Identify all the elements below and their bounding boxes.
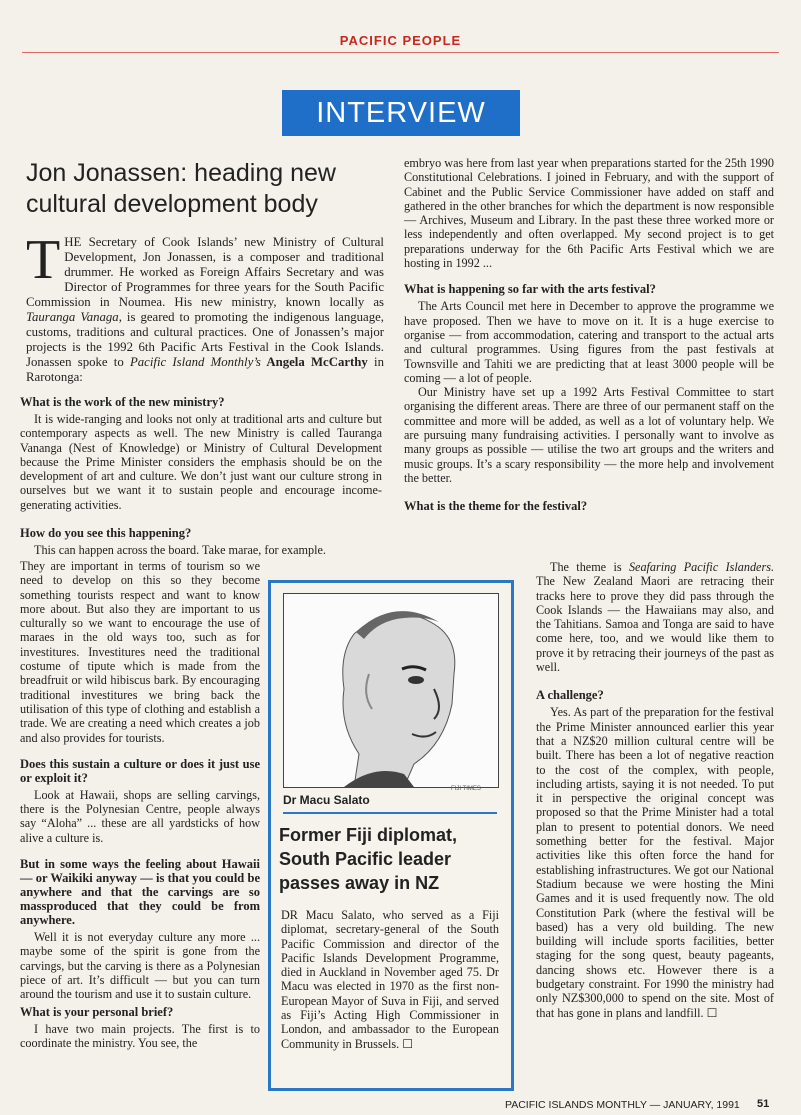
end-mark: ☐ bbox=[706, 1005, 718, 1020]
intro-text-a: HE Secretary of Cook Islands’ new Ministry of Cultural Development, Jon Jonassen, is a composer and traditional drummer. He worked as Foreign Affairs Secretary and was Director of Programmes for three years for the South Pacific Commission in Noumea. His new ministry, known locally as bbox=[26, 235, 384, 309]
answer-sustain: Look at Hawaii, shops are selling carvings, there is the Polynesian Centre, people always say “Aloha” ... these are all yardsticks of how alive a culture is. bbox=[20, 787, 260, 845]
portrait-illustration bbox=[284, 594, 498, 787]
sidebar-headline: Former Fiji diplomat, South Pacific leader passes away in NZ bbox=[279, 825, 458, 893]
right-column-lower bbox=[536, 560, 774, 1020]
obituary-sidebar bbox=[268, 580, 514, 1091]
question-brief: What is your personal brief? bbox=[20, 1004, 174, 1019]
intro-text-c: in Rarotonga: bbox=[26, 355, 384, 384]
answer-happening-lead: This can happen across the board. Take marae, for example. bbox=[34, 543, 326, 558]
intro-text-b: , is geared to promoting the indigenous language, customs, traditions and cultural practices. One of Jonassen’s major projects is the 1992 6th Pacific Arts Festival in the Cook Islands. Jonassen spoke to bbox=[26, 310, 384, 369]
question-sustain: Does this sustain a culture or does it just use or exploit it? bbox=[20, 756, 260, 785]
question-challenge: A challenge? bbox=[536, 688, 604, 703]
theme-italic: Seafaring Pacific Islanders. bbox=[628, 560, 774, 574]
answer-theme bbox=[536, 560, 774, 674]
left-column-upper bbox=[20, 385, 382, 557]
interview-banner: INTERVIEW bbox=[282, 90, 520, 136]
sidebar-body bbox=[281, 908, 499, 1051]
question-happening: How do you see this happening? bbox=[20, 526, 192, 541]
question-theme: What is the theme for the festival? bbox=[404, 499, 588, 514]
answer-festival: The Arts Council met here in December to approve the programme we have proposed. Then we have to move on it. It is a huge exercise to organise — from accommodation, catering and transport to the actual arts and cultural programmes. Using figures from the past festivals at Townsville and Tahiti we are predicting that at least 3000 people will be coming — a lot of people. bbox=[404, 299, 774, 385]
drop-cap: T bbox=[26, 229, 61, 291]
intro-italic-a: Tauranga Vanaga bbox=[26, 310, 119, 324]
caption-rule bbox=[283, 812, 497, 814]
left-column-lower bbox=[20, 559, 260, 1050]
intro-paragraph bbox=[26, 229, 384, 385]
author-name: Angela McCarthy bbox=[260, 355, 368, 369]
photo-caption: Dr Macu Salato bbox=[283, 793, 370, 807]
sidebar-end-mark: ☐ bbox=[402, 1036, 414, 1051]
answer-festival-committee: Our Ministry have set up a 1992 Arts Festival Committee to start organising the different areas. There are three of our permanent staff on the committee and more will be added, as well as a lot of voluntary help. We are pursuing many fundraising activities. I personally want to involve as many groups as possible — utilise the two art groups and the writers and music groups. It’s a scary responsibility — the more help and involvement the better. bbox=[404, 385, 774, 485]
page-number: 51 bbox=[757, 1098, 770, 1110]
header-rule bbox=[22, 52, 779, 53]
article-headline: Jon Jonassen: heading new cultural development body bbox=[26, 159, 336, 218]
theme-text: The New Zealand Maori are retracing their tracks here to prove they did pass through the Cook Islands — the Hawaiians may also, and the Tahitians. Samoa and Tonga are said to have come here, too, and we would like them to prove it by retracing their journeys of the past as well. bbox=[536, 574, 774, 675]
publication-footer: PACIFIC ISLANDS MONTHLY — JANUARY, 1991 bbox=[505, 1099, 740, 1111]
challenge-text: Yes. As part of the preparation for the festival the Prime Minister announced earlier this year that a NZ$20 million cultural centre will be built. There has been a lot of negative reaction to the cost of the complex, with people, including artists, saying it is not needed. To put it in perspective the original concept was proposed so that the Prime Minister had a total plan to present to potential donors. We need something better for the festival. Major activities like this often force the hand for establishing infrastructures. We got our National Stadium because we were hosting the Mini Games and it is used frequently now. The old Constitution Park (where the festival will be based) has a very old building. The new building will include sports facilities, better staging for the song quest, beauty pageants, dancing shows etc. However there is a budgetary constraint. For 1990 the ministry had only NZ$300,000 to spend on the site. Most of that has gone in plans and landfill. bbox=[536, 705, 774, 1020]
answer-happening-cont: They are important in terms of tourism so we need to develop on this so they become something tourists respect and want to know more about. But also they are important to us culturally so we want to encourage the use of maraes in the old ways too, such as for investitures. Investitures need the traditional costume of tipute which is made from the breadfruit or wild hibiscus bark. By encouraging traditional investitures we bring back the utilisation of this type of clothing and establish a trade. We are creating a need which creates a job and also provides for tourists. bbox=[20, 559, 260, 745]
sidebar-text: DR Macu Salato, who served as a Fiji diplomat, secretary-general of the South Pacific Commission and director of the Pacific Islands Development Programme, died in Auckland in November aged 75. Dr Macu was elected in 1970 as the first non-European Mayor of Suva in Fiji, and served as Fiji’s Acting High Commissioner in London, and ambassador to the European Community in Brussels. bbox=[281, 908, 499, 1051]
answer-hawaii: Well it is not everyday culture any more ... maybe some of the spirit is gone from the carvings, but the carving is there as a Polynesian piece of art. It’s difficult — but you can turn around the tourism and use it to sustain culture. bbox=[20, 930, 260, 1002]
answer-brief: I have two main projects. The first is to coordinate the ministry. You see, the bbox=[20, 1021, 260, 1050]
right-column-upper bbox=[404, 156, 774, 516]
theme-lead: The theme is bbox=[550, 560, 629, 574]
question-festival: What is happening so far with the arts festival? bbox=[404, 282, 656, 297]
right-para-embryo: embryo was here from last year when preparations started for the 25th 1990 Constitutional Celebrations. I joined in February, and with the support of Cabinet and the Public Service Commissioner have added on staff and gathered in the other branches for which the department is now responsible — Archives, Museum and Library. In the past these three worked more or less independently and often overlapped. My second project is to get preparations underway for the 6th Pacific Arts Festival which we are hosting in 1992 ... bbox=[404, 156, 774, 271]
intro-italic-b: Pacific Island Monthly’s bbox=[129, 355, 261, 369]
photo-credit: FIJI TIMES bbox=[451, 786, 481, 792]
portrait-photo bbox=[283, 593, 499, 788]
answer-work: It is wide-ranging and looks not only at traditional arts and culture but contemporary aspects as well. The new Ministry is called Tauranga Vananga (Nest of Knowledge) or Ministry of Cultural Development because the Prime Minister considers the emphasis should be on the development of art and culture. We don’t just want our culture strong in ourselves but we want it to sustain people and encourage income-generating activities. bbox=[20, 412, 382, 512]
section-title: PACIFIC PEOPLE bbox=[339, 33, 462, 48]
question-work: What is the work of the new ministry? bbox=[20, 395, 225, 409]
question-hawaii: But in some ways the feeling about Hawaii — or Waikiki anyway — is that you could be anywhere and that the carvings are so massproduced that they could be from anywhere. bbox=[20, 857, 260, 928]
answer-challenge bbox=[536, 705, 774, 1020]
